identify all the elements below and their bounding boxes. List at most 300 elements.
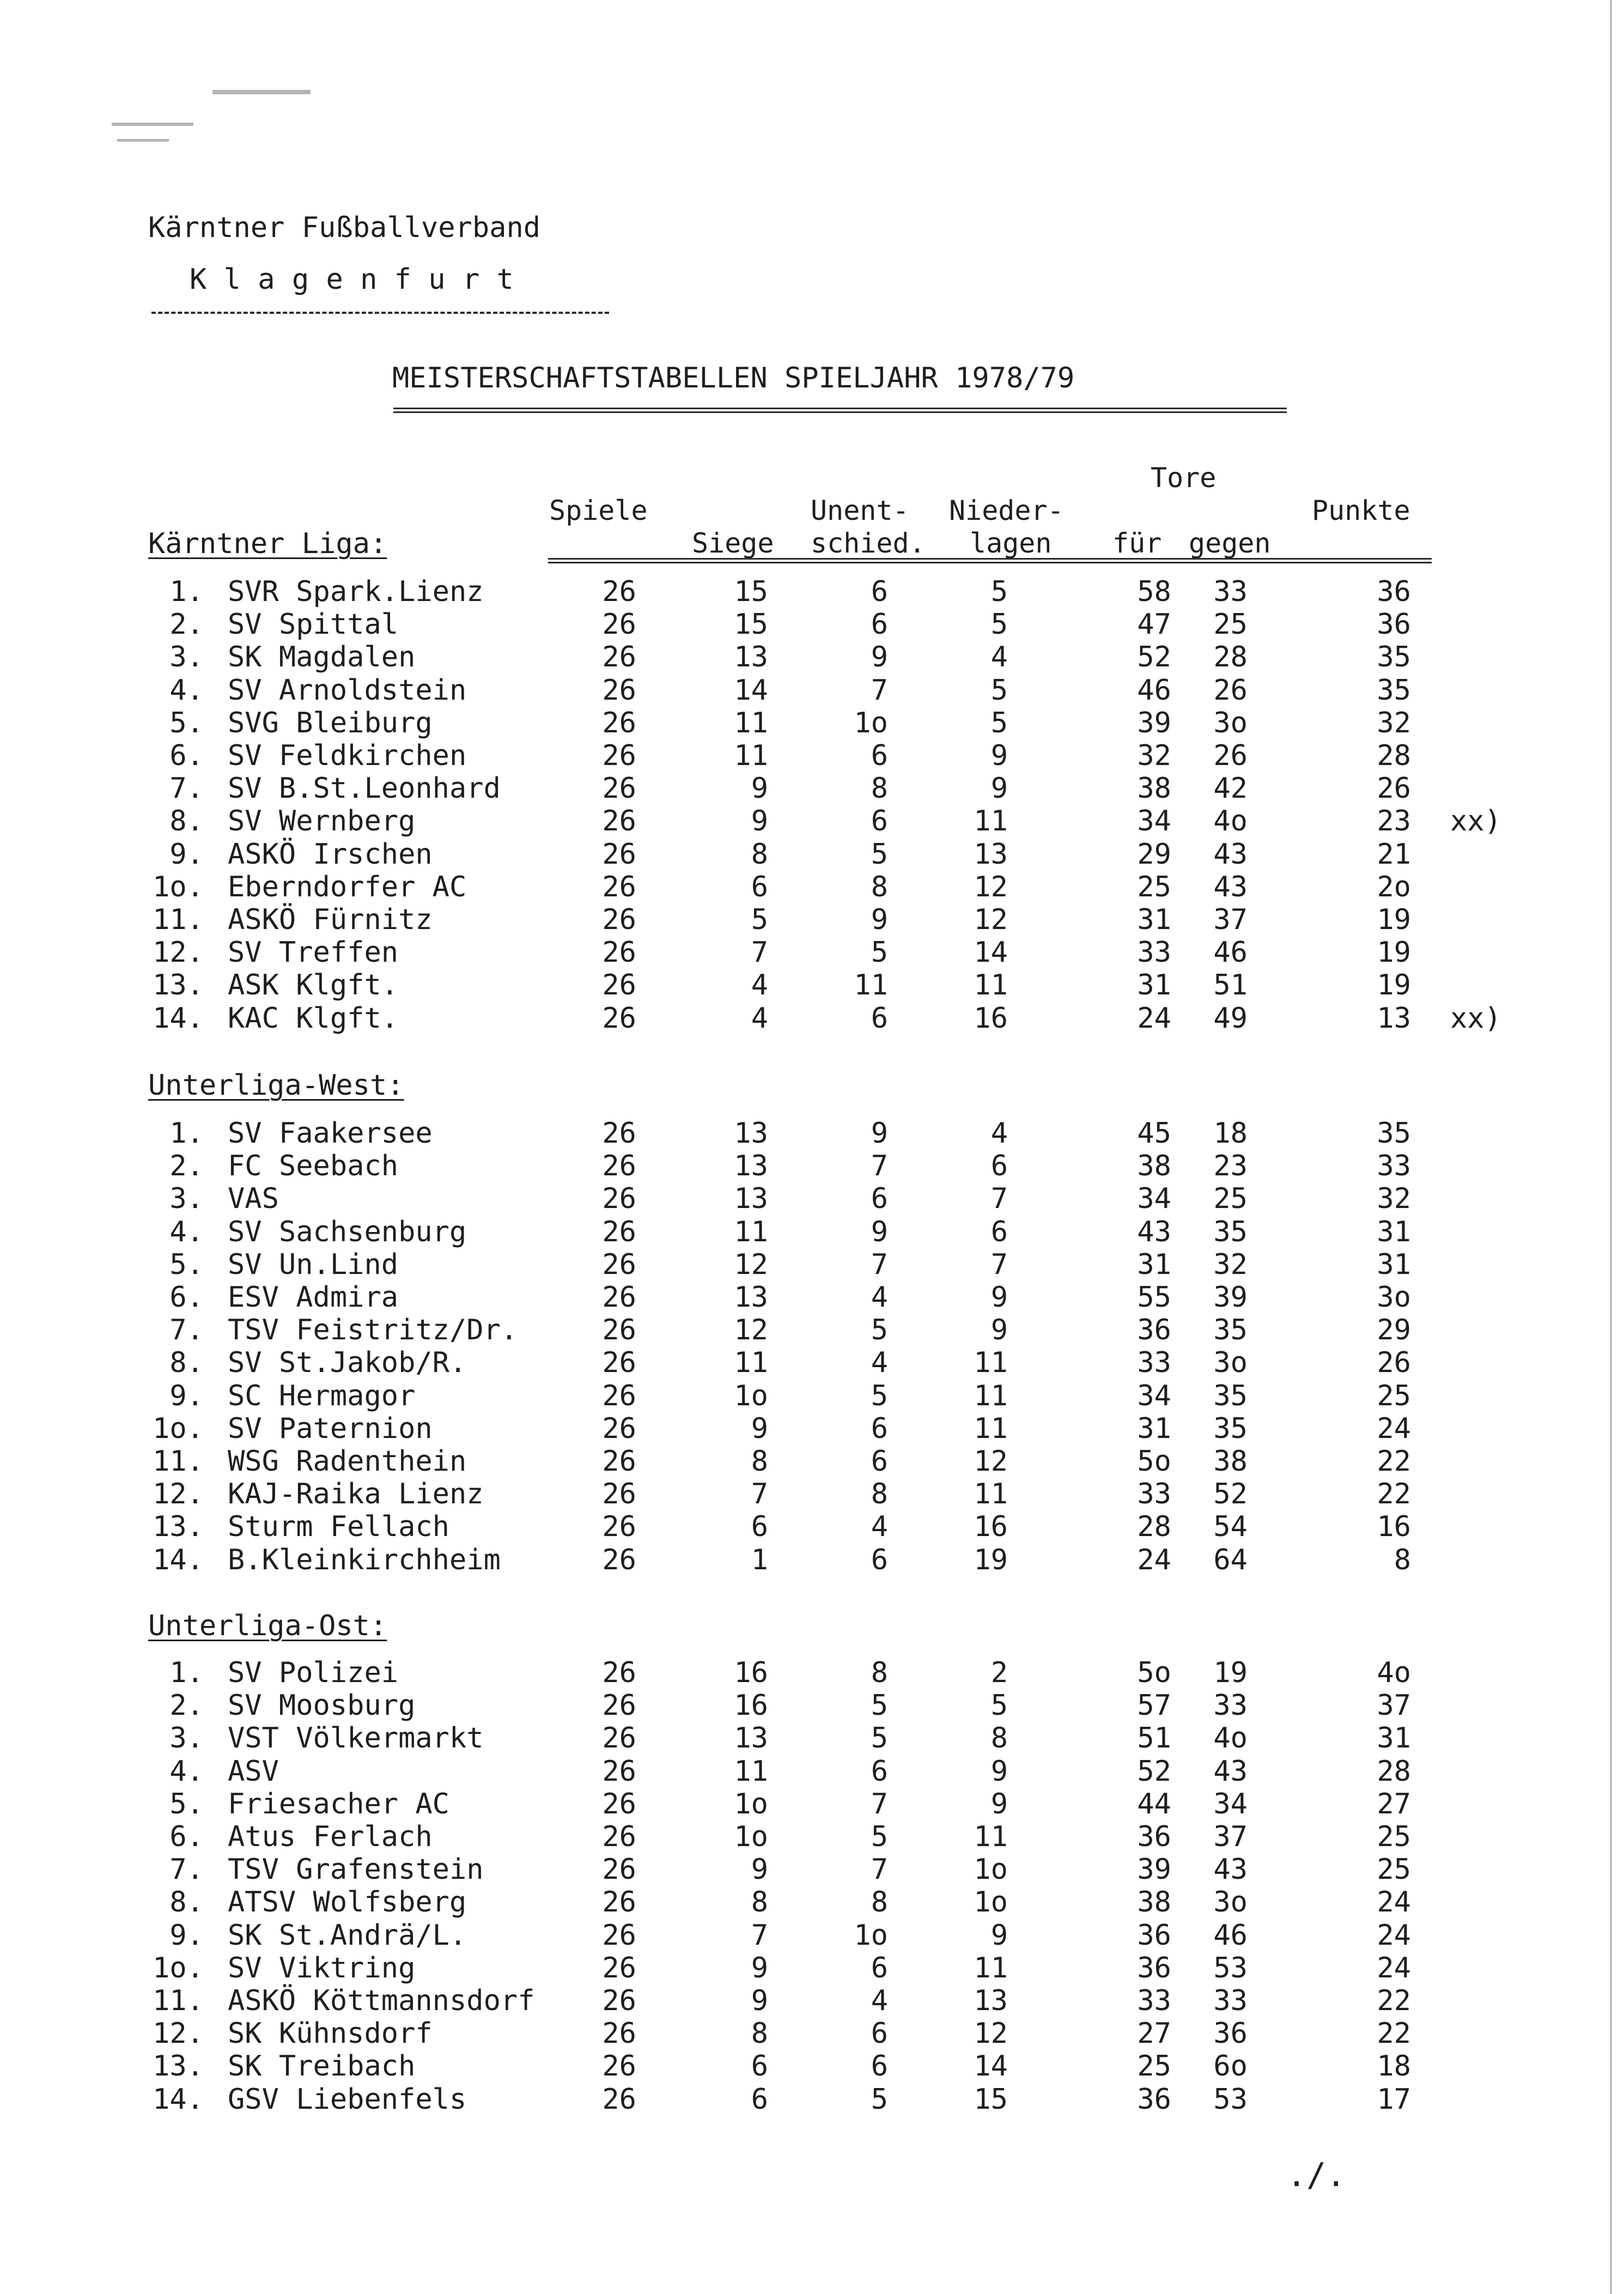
cell-unent: 8: [871, 870, 888, 903]
cell-spiele: 26: [602, 1478, 636, 1511]
cell-punkte: 31: [1377, 1722, 1411, 1755]
cell-gegen: 3o: [1213, 706, 1248, 739]
scan-smudge: [112, 123, 193, 126]
cell-nieder: 5: [990, 608, 1008, 641]
cell-siege: 8: [751, 2017, 768, 2050]
cell-gegen: 32: [1213, 1248, 1248, 1281]
cell-nieder: 9: [990, 739, 1008, 772]
org-underline: [151, 312, 609, 314]
cell-fuer: 34: [1137, 1182, 1171, 1216]
cell-nieder: 1o: [974, 1886, 1008, 1919]
cell-rank: 5.: [169, 1787, 204, 1820]
cell-spiele: 26: [602, 2083, 636, 2116]
cell-team: SV Wernberg: [228, 805, 416, 838]
table-row: [0, 739, 1624, 774]
cell-gegen: 42: [1213, 772, 1248, 805]
cell-siege: 7: [751, 1478, 768, 1511]
cell-siege: 9: [751, 1951, 768, 1985]
cell-nieder: 9: [990, 1787, 1008, 1820]
cell-gegen: 35: [1213, 1215, 1248, 1248]
table-row: [0, 1921, 1624, 1954]
cell-fuer: 52: [1137, 641, 1171, 674]
cell-nieder: 12: [974, 903, 1008, 936]
cell-team: SV Un.Lind: [228, 1248, 399, 1281]
cell-team: SV Spittal: [228, 608, 399, 641]
cell-rank: 7.: [169, 1314, 204, 1347]
cell-siege: 8: [751, 838, 768, 871]
col-gegen-header: gegen: [1189, 527, 1271, 559]
org-name: Kärntner Fußballverband: [148, 211, 541, 244]
cell-gegen: 54: [1213, 1510, 1248, 1544]
table-row: [0, 1283, 1624, 1316]
cell-fuer: 33: [1137, 1346, 1171, 1380]
cell-fuer: 24: [1137, 1543, 1171, 1576]
cell-team: ATSV Wolfsberg: [228, 1886, 467, 1919]
cell-siege: 7: [751, 936, 768, 969]
cell-punkte: 22: [1377, 1478, 1411, 1511]
cell-fuer: 44: [1137, 1787, 1171, 1820]
cell-rank: 1.: [169, 575, 204, 608]
cell-unent: 4: [871, 1985, 888, 2017]
cell-gegen: 35: [1213, 1379, 1248, 1412]
title-double-underline: [393, 408, 1287, 413]
table-row: [0, 1787, 1624, 1823]
cell-gegen: 53: [1213, 1951, 1248, 1985]
cell-team: WSG Radenthein: [228, 1445, 467, 1478]
cell-punkte: 19: [1377, 969, 1411, 1002]
cell-spiele: 26: [602, 1182, 636, 1216]
col-lagen-header: lagen: [970, 527, 1052, 559]
cell-siege: 13: [734, 1281, 768, 1314]
cell-gegen: 64: [1213, 1543, 1248, 1576]
cell-nieder: 9: [990, 1919, 1008, 1952]
table-row: [0, 1951, 1624, 1987]
cell-team: SVG Bleiburg: [228, 706, 433, 739]
cell-nieder: 13: [974, 838, 1008, 871]
cell-nieder: 4: [990, 641, 1008, 674]
cell-punkte: 24: [1377, 1919, 1411, 1952]
cell-siege: 1o: [734, 1379, 768, 1412]
cell-unent: 8: [871, 772, 888, 805]
cell-unent: 6: [871, 1543, 888, 1576]
cell-spiele: 26: [602, 1755, 636, 1788]
cell-spiele: 26: [602, 936, 636, 969]
cell-team: SV Paternion: [228, 1412, 433, 1445]
cell-nieder: 5: [990, 673, 1008, 707]
cell-fuer: 25: [1137, 2050, 1171, 2083]
cell-gegen: 26: [1213, 673, 1248, 707]
cell-rank: 6.: [169, 739, 204, 772]
cell-fuer: 58: [1137, 575, 1171, 608]
cell-siege: 6: [751, 1510, 768, 1544]
cell-rank: 5.: [169, 1248, 204, 1281]
cell-unent: 5: [871, 838, 888, 871]
cell-spiele: 26: [602, 805, 636, 838]
cell-unent: 9: [871, 1117, 888, 1150]
table-row: [0, 1119, 1624, 1152]
cell-punkte: 35: [1377, 673, 1411, 707]
cell-fuer: 24: [1137, 1002, 1171, 1035]
cell-rank: 1o.: [153, 1412, 204, 1445]
cell-spiele: 26: [602, 1919, 636, 1952]
cell-gegen: 33: [1213, 575, 1248, 608]
cell-punkte: 4o: [1377, 1656, 1411, 1689]
table-row: [0, 575, 1624, 610]
table-row: [0, 1757, 1624, 1790]
cell-fuer: 31: [1137, 1412, 1171, 1445]
cell-team: VST Völkermarkt: [228, 1722, 484, 1755]
cell-spiele: 26: [602, 1314, 636, 1347]
table-row: [0, 1004, 1624, 1037]
cell-nieder: 8: [990, 1722, 1008, 1755]
cell-team: ASKÖ Köttmannsdorf: [228, 1985, 535, 2017]
cell-siege: 12: [734, 1314, 768, 1347]
cell-team: B.Kleinkirchheim: [228, 1543, 501, 1576]
cell-siege: 7: [751, 1919, 768, 1952]
cell-fuer: 47: [1137, 608, 1171, 641]
cell-nieder: 19: [974, 1543, 1008, 1576]
cell-rank: 13.: [153, 2050, 204, 2083]
cell-unent: 6: [871, 1951, 888, 1985]
cell-spiele: 26: [602, 2017, 636, 2050]
cell-punkte: 36: [1377, 575, 1411, 608]
table-row: [0, 1316, 1624, 1349]
cell-spiele: 26: [602, 1656, 636, 1689]
cell-unent: 9: [871, 903, 888, 936]
cell-siege: 12: [734, 1248, 768, 1281]
cell-fuer: 57: [1137, 1689, 1171, 1722]
cell-spiele: 26: [602, 969, 636, 1002]
cell-fuer: 27: [1137, 2017, 1171, 2050]
cell-siege: 11: [734, 739, 768, 772]
cell-unent: 8: [871, 1478, 888, 1511]
cell-unent: 6: [871, 1182, 888, 1216]
cell-team: GSV Liebenfels: [228, 2083, 467, 2116]
cell-punkte: 25: [1377, 1820, 1411, 1853]
cell-team: ASK Klgft.: [228, 969, 399, 1002]
cell-team: ASKÖ Irschen: [228, 838, 433, 871]
cell-gegen: 38: [1213, 1445, 1248, 1478]
cell-unent: 7: [871, 1853, 888, 1886]
cell-spiele: 26: [602, 1281, 636, 1314]
table-row: [0, 1412, 1624, 1447]
table-row: [0, 840, 1624, 873]
cell-fuer: 36: [1137, 1951, 1171, 1985]
cell-gegen: 46: [1213, 936, 1248, 969]
cell-spiele: 26: [602, 1379, 636, 1412]
cell-spiele: 26: [602, 739, 636, 772]
cell-punkte: 8: [1394, 1543, 1411, 1576]
cell-gegen: 39: [1213, 1281, 1248, 1314]
cell-siege: 1: [751, 1543, 768, 1576]
cell-spiele: 26: [602, 575, 636, 608]
cell-unent: 6: [871, 1755, 888, 1788]
cell-fuer: 28: [1137, 1510, 1171, 1544]
cell-gegen: 23: [1213, 1150, 1248, 1183]
cell-spiele: 26: [602, 1689, 636, 1722]
cell-rank: 12.: [153, 936, 204, 969]
continuation-mark: ./.: [1287, 2156, 1346, 2194]
table-row: [0, 706, 1624, 742]
cell-rank: 3.: [169, 1722, 204, 1755]
cell-nieder: 11: [974, 969, 1008, 1002]
cell-rank: 6.: [169, 1820, 204, 1853]
cell-punkte: 24: [1377, 1412, 1411, 1445]
cell-punkte: 13: [1377, 1002, 1411, 1035]
cell-siege: 9: [751, 805, 768, 838]
cell-nieder: 11: [974, 805, 1008, 838]
cell-spiele: 26: [602, 1248, 636, 1281]
cell-gegen: 26: [1213, 739, 1248, 772]
table-row: [0, 1691, 1624, 1724]
cell-siege: 11: [734, 1346, 768, 1380]
table-row: [0, 1820, 1624, 1855]
col-spiele-header: Spiele: [549, 495, 648, 526]
cell-gegen: 4o: [1213, 805, 1248, 838]
cell-punkte: 26: [1377, 1346, 1411, 1380]
cell-fuer: 43: [1137, 1215, 1171, 1248]
cell-punkte: 22: [1377, 1985, 1411, 2017]
cell-punkte: 23: [1377, 805, 1411, 838]
cell-unent: 8: [871, 1656, 888, 1689]
cell-punkte: 31: [1377, 1248, 1411, 1281]
cell-rank: 3.: [169, 641, 204, 674]
cell-team: Eberndorfer AC: [228, 870, 467, 903]
cell-gegen: 18: [1213, 1117, 1248, 1150]
cell-siege: 9: [751, 1853, 768, 1886]
cell-punkte: 37: [1377, 1689, 1411, 1722]
cell-team: SK Magdalen: [228, 641, 416, 674]
cell-team: SV St.Jakob/R.: [228, 1346, 467, 1380]
table-row: [0, 774, 1624, 807]
table-row: [0, 1215, 1624, 1251]
cell-unent: 6: [871, 608, 888, 641]
cell-gegen: 53: [1213, 2083, 1248, 2116]
cell-spiele: 26: [602, 1853, 636, 1886]
table-row: [0, 2085, 1624, 2118]
cell-rank: 6.: [169, 1281, 204, 1314]
cell-spiele: 26: [602, 1445, 636, 1478]
cell-nieder: 6: [990, 1215, 1008, 1248]
cell-team: FC Seebach: [228, 1150, 399, 1183]
table-row: [0, 2019, 1624, 2052]
cell-gegen: 43: [1213, 870, 1248, 903]
cell-note: xx): [1450, 1002, 1501, 1035]
cell-unent: 6: [871, 1002, 888, 1035]
cell-team: ASV: [228, 1755, 279, 1788]
cell-siege: 13: [734, 1182, 768, 1216]
cell-fuer: 36: [1137, 1314, 1171, 1347]
table-row: [0, 1888, 1624, 1921]
cell-punkte: 25: [1377, 1379, 1411, 1412]
cell-rank: 8.: [169, 1886, 204, 1919]
cell-unent: 4: [871, 1281, 888, 1314]
cell-spiele: 26: [602, 1412, 636, 1445]
cell-unent: 1o: [854, 706, 888, 739]
cell-siege: 16: [734, 1689, 768, 1722]
cell-team: SV B.St.Leonhard: [228, 772, 501, 805]
cell-siege: 13: [734, 1150, 768, 1183]
cell-spiele: 26: [602, 772, 636, 805]
cell-siege: 8: [751, 1886, 768, 1919]
cell-nieder: 14: [974, 2050, 1008, 2083]
cell-rank: 1.: [169, 1656, 204, 1689]
col-tore-header: Tore: [1151, 462, 1217, 494]
cell-rank: 2.: [169, 608, 204, 641]
cell-punkte: 19: [1377, 936, 1411, 969]
cell-rank: 4.: [169, 1215, 204, 1248]
cell-rank: 1.: [169, 1117, 204, 1150]
cell-nieder: 4: [990, 1117, 1008, 1150]
cell-team: SV Viktring: [228, 1951, 416, 1985]
col-nieder-header: Nieder-: [949, 495, 1064, 526]
cell-nieder: 1o: [974, 1853, 1008, 1886]
cell-team: SV Moosburg: [228, 1689, 416, 1722]
cell-team: KAJ-Raika Lienz: [228, 1478, 484, 1511]
section-title: Unterliga-West:: [148, 1069, 404, 1102]
cell-gegen: 43: [1213, 838, 1248, 871]
cell-punkte: 29: [1377, 1314, 1411, 1347]
cell-fuer: 29: [1137, 838, 1171, 871]
cell-punkte: 24: [1377, 1951, 1411, 1985]
cell-nieder: 6: [990, 1150, 1008, 1183]
table-row: [0, 1510, 1624, 1545]
cell-fuer: 39: [1137, 706, 1171, 739]
cell-gegen: 3o: [1213, 1346, 1248, 1380]
section-title: Unterliga-Ost:: [148, 1610, 387, 1642]
cell-nieder: 2: [990, 1656, 1008, 1689]
cell-siege: 9: [751, 1412, 768, 1445]
cell-team: VAS: [228, 1182, 279, 1216]
cell-rank: 13.: [153, 1510, 204, 1544]
cell-punkte: 16: [1377, 1510, 1411, 1544]
cell-rank: 2.: [169, 1689, 204, 1722]
cell-nieder: 9: [990, 1281, 1008, 1314]
cell-spiele: 26: [602, 1886, 636, 1919]
cell-fuer: 45: [1137, 1117, 1171, 1150]
cell-team: SK Kühnsdorf: [228, 2017, 433, 2050]
cell-fuer: 34: [1137, 1379, 1171, 1412]
cell-punkte: 27: [1377, 1787, 1411, 1820]
cell-siege: 1o: [734, 1787, 768, 1820]
cell-rank: 5.: [169, 706, 204, 739]
cell-spiele: 26: [602, 1951, 636, 1985]
cell-rank: 4.: [169, 673, 204, 707]
cell-unent: 6: [871, 1412, 888, 1445]
cell-nieder: 11: [974, 1346, 1008, 1380]
cell-spiele: 26: [602, 673, 636, 707]
cell-siege: 11: [734, 1215, 768, 1248]
cell-team: TSV Feistritz/Dr.: [228, 1314, 518, 1347]
cell-spiele: 26: [602, 1117, 636, 1150]
cell-rank: 2.: [169, 1150, 204, 1183]
cell-siege: 6: [751, 2083, 768, 2116]
table-row: [0, 1480, 1624, 1513]
cell-fuer: 33: [1137, 1478, 1171, 1511]
cell-nieder: 14: [974, 936, 1008, 969]
org-city: K l a g e n f u r t: [190, 263, 514, 296]
cell-nieder: 11: [974, 1379, 1008, 1412]
cell-fuer: 38: [1137, 772, 1171, 805]
cell-nieder: 11: [974, 1820, 1008, 1853]
cell-spiele: 26: [602, 1543, 636, 1576]
cell-nieder: 11: [974, 1412, 1008, 1445]
table-row: [0, 1379, 1624, 1415]
cell-fuer: 39: [1137, 1853, 1171, 1886]
cell-fuer: 33: [1137, 936, 1171, 969]
cell-gegen: 25: [1213, 608, 1248, 641]
cell-siege: 6: [751, 2050, 768, 2083]
table-row: [0, 1346, 1624, 1381]
cell-siege: 13: [734, 1722, 768, 1755]
cell-siege: 4: [751, 969, 768, 1002]
cell-fuer: 36: [1137, 1919, 1171, 1952]
cell-spiele: 26: [602, 706, 636, 739]
cell-team: TSV Grafenstein: [228, 1853, 484, 1886]
cell-unent: 4: [871, 1510, 888, 1544]
cell-rank: 14.: [153, 1002, 204, 1035]
table-row: [0, 1987, 1624, 2019]
cell-spiele: 26: [602, 2050, 636, 2083]
cell-spiele: 26: [602, 1002, 636, 1035]
cell-gegen: 52: [1213, 1478, 1248, 1511]
cell-unent: 7: [871, 1248, 888, 1281]
cell-fuer: 32: [1137, 739, 1171, 772]
cell-siege: 15: [734, 575, 768, 608]
col-punkte-header: Punkte: [1312, 495, 1410, 526]
table-row: [0, 1855, 1624, 1888]
cell-fuer: 36: [1137, 1820, 1171, 1853]
cell-punkte: 33: [1377, 1150, 1411, 1183]
cell-gegen: 4o: [1213, 1722, 1248, 1755]
cell-nieder: 16: [974, 1510, 1008, 1544]
cell-gegen: 33: [1213, 1689, 1248, 1722]
cell-rank: 4.: [169, 1755, 204, 1788]
table-row: [0, 1724, 1624, 1757]
col-schied-header: schied.: [811, 527, 926, 559]
cell-fuer: 5o: [1137, 1656, 1171, 1689]
cell-team: Friesacher AC: [228, 1787, 449, 1820]
cell-gegen: 19: [1213, 1656, 1248, 1689]
cell-punkte: 28: [1377, 1755, 1411, 1788]
scan-smudge: [212, 90, 311, 94]
cell-spiele: 26: [602, 838, 636, 871]
cell-team: ASKÖ Fürnitz: [228, 903, 433, 936]
cell-rank: 9.: [169, 838, 204, 871]
table-row: [0, 807, 1624, 840]
col-unent-header: Unent-: [811, 495, 909, 526]
cell-siege: 9: [751, 1985, 768, 2017]
cell-gegen: 28: [1213, 641, 1248, 674]
cell-unent: 6: [871, 739, 888, 772]
cell-team: SV Polizei: [228, 1656, 399, 1689]
cell-rank: 1o.: [153, 1951, 204, 1985]
cell-unent: 4: [871, 1346, 888, 1380]
cell-spiele: 26: [602, 1787, 636, 1820]
cell-unent: 9: [871, 1215, 888, 1248]
cell-team: ESV Admira: [228, 1281, 399, 1314]
cell-nieder: 11: [974, 1478, 1008, 1511]
cell-spiele: 26: [602, 1150, 636, 1183]
cell-punkte: 21: [1377, 838, 1411, 871]
cell-rank: 1o.: [153, 870, 204, 903]
cell-nieder: 12: [974, 870, 1008, 903]
cell-nieder: 7: [990, 1248, 1008, 1281]
cell-gegen: 35: [1213, 1412, 1248, 1445]
cell-gegen: 3o: [1213, 1886, 1248, 1919]
cell-siege: 9: [751, 772, 768, 805]
cell-fuer: 25: [1137, 870, 1171, 903]
